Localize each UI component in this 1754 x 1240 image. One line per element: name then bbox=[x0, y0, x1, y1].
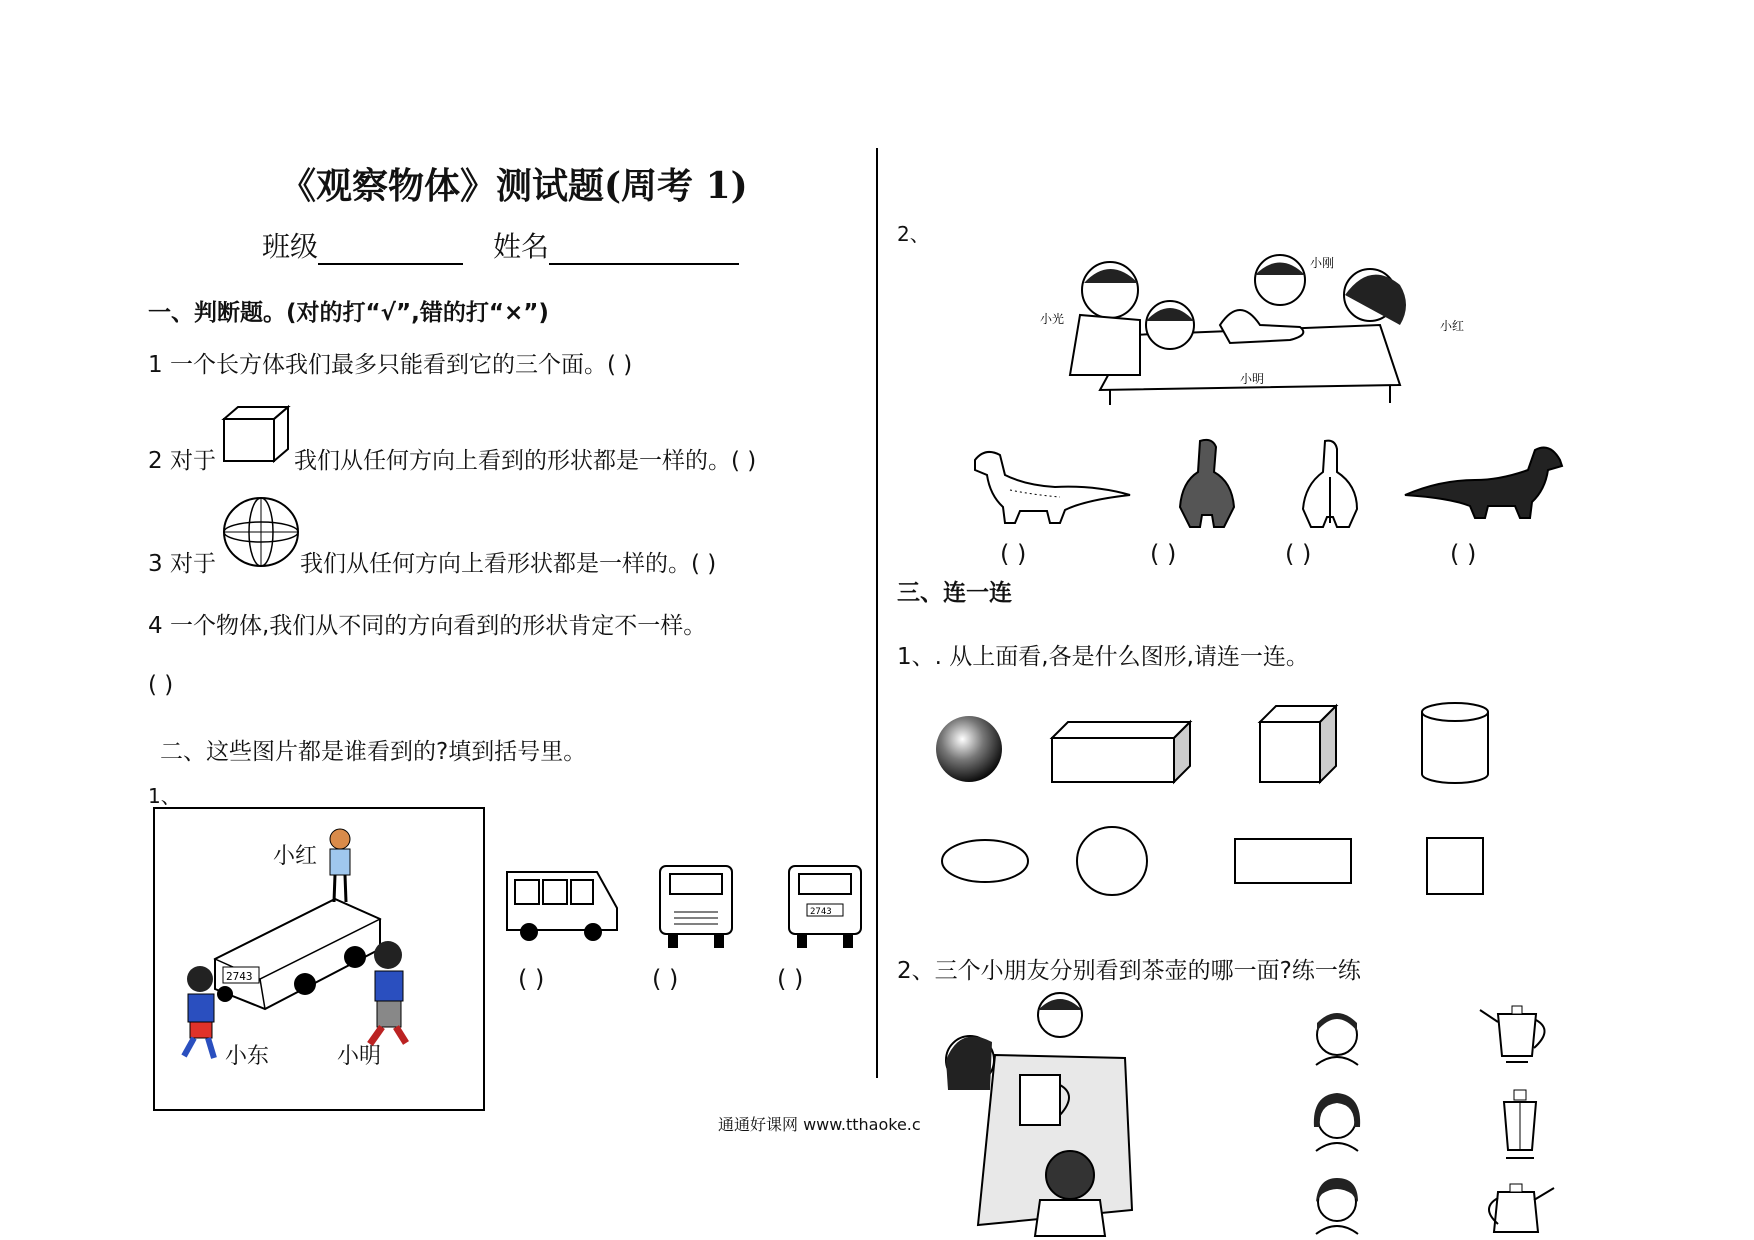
cylinder-solid bbox=[1420, 702, 1490, 784]
dinosaur-front-view bbox=[1172, 437, 1242, 529]
child-face-2 bbox=[1306, 1087, 1368, 1153]
bus-front-view bbox=[656, 862, 736, 950]
dinosaur-side-view-1 bbox=[965, 445, 1135, 525]
child-face-3 bbox=[1306, 1170, 1368, 1236]
class-name-line bbox=[262, 225, 739, 265]
bus-scene-box bbox=[153, 807, 485, 1111]
teapot-side-view-1 bbox=[1476, 1000, 1558, 1070]
label-xiaohong: 小红 bbox=[273, 844, 318, 869]
square-shape bbox=[1425, 836, 1485, 896]
answer-paren-2[interactable]: ( ) bbox=[652, 965, 679, 993]
footer-text: 通通好课网 www.tthaoke.c bbox=[718, 1115, 921, 1134]
section2-q1-label: 1、 bbox=[148, 784, 181, 808]
bus-plate: 2743 bbox=[226, 970, 253, 983]
question-4-paren: ( ) bbox=[148, 672, 174, 698]
dinosaur-side-view-2 bbox=[1400, 440, 1570, 520]
label-xiaoguang: 小光 bbox=[1040, 312, 1065, 326]
name-blank[interactable] bbox=[549, 263, 739, 265]
label-xiaodong: 小东 bbox=[225, 1044, 270, 1069]
section3-heading: 三、连一连 bbox=[897, 580, 1012, 606]
section3-question-2: 2、三个小朋友分别看到茶壶的哪一面?练一练 bbox=[897, 958, 1361, 984]
dino-paren-4[interactable]: ( ) bbox=[1450, 540, 1477, 568]
child-face-1 bbox=[1306, 1005, 1368, 1067]
question-3-prefix: 3 对于 bbox=[148, 551, 216, 577]
section1-heading: 一、判断题。(对的打“√”,错的打“×”) bbox=[148, 300, 549, 326]
section3-question-1: 1、. 从上面看,各是什么图形,请连一连。 bbox=[897, 644, 1309, 670]
question-1: 1 一个长方体我们最多只能看到它的三个面。( ) bbox=[148, 352, 633, 378]
circle-shape bbox=[1075, 825, 1149, 897]
teapot-front-view bbox=[1492, 1088, 1548, 1164]
sphere-icon bbox=[222, 496, 300, 568]
question-2-suffix: 我们从任何方向上看到的形状都是一样的。( ) bbox=[294, 448, 757, 474]
children-dinosaur-table-illustration bbox=[1040, 255, 1480, 405]
answer-paren-1[interactable]: ( ) bbox=[518, 965, 545, 993]
teapot-side-view-2 bbox=[1476, 1178, 1558, 1240]
answer-paren-3[interactable]: ( ) bbox=[777, 965, 804, 993]
question-2-prefix: 2 对于 bbox=[148, 448, 216, 474]
child-xiaohong bbox=[320, 827, 360, 907]
section2-q2-label: 2、 bbox=[897, 222, 930, 246]
bus-side-view bbox=[505, 868, 620, 943]
bus-back-view bbox=[785, 862, 865, 950]
label-xiaoming: 小明 bbox=[337, 1044, 382, 1069]
column-divider bbox=[876, 148, 878, 1078]
section2-heading: 二、这些图片都是谁看到的?填到括号里。 bbox=[160, 739, 587, 765]
bus-back-plate: 2743 bbox=[810, 907, 832, 917]
child-xiaoming bbox=[360, 939, 420, 1049]
question-4: 4 一个物体,我们从不同的方向看到的形状肯定不一样。 bbox=[148, 613, 707, 639]
label-xiaoming-2: 小明 bbox=[1240, 372, 1265, 386]
cuboid-solid bbox=[1050, 720, 1192, 784]
sphere-solid bbox=[935, 715, 1003, 783]
page-title: 《观察物体》测试题(周考 1) bbox=[280, 165, 748, 207]
dino-paren-3[interactable]: ( ) bbox=[1285, 540, 1312, 568]
class-label: 班级 bbox=[262, 230, 319, 263]
label-xiaohong-2: 小红 bbox=[1440, 319, 1465, 333]
label-xiaogang: 小刚 bbox=[1310, 256, 1335, 270]
dino-paren-1[interactable]: ( ) bbox=[1000, 540, 1027, 568]
child-xiaodong bbox=[170, 964, 230, 1064]
dino-paren-2[interactable]: ( ) bbox=[1150, 540, 1177, 568]
class-blank[interactable] bbox=[318, 263, 463, 265]
cube-solid bbox=[1258, 704, 1338, 784]
ellipse-shape bbox=[940, 838, 1030, 884]
cube-icon bbox=[222, 405, 290, 463]
children-teapot-table-illustration bbox=[940, 990, 1140, 1238]
rectangle-shape bbox=[1233, 837, 1353, 885]
name-label: 姓名 bbox=[493, 230, 550, 263]
dinosaur-back-view bbox=[1295, 437, 1365, 529]
question-3-suffix: 我们从任何方向上看形状都是一样的。( ) bbox=[300, 551, 717, 577]
